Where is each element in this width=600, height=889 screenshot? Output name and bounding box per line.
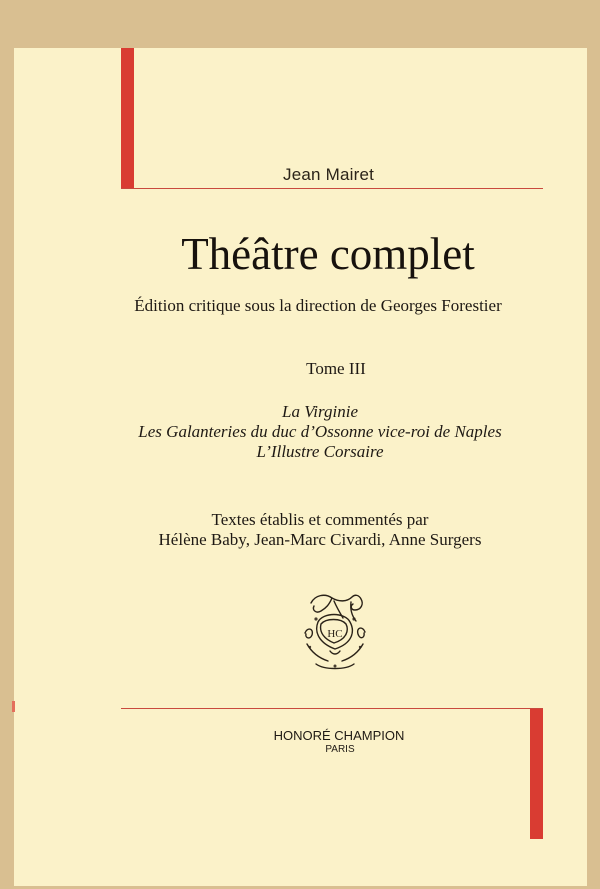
publisher-name: HONORÉ CHAMPION <box>273 728 405 743</box>
top-red-accent-bar <box>121 48 134 189</box>
play-title: Les Galanteries du duc d’Ossonne vice-roi de Naples <box>138 422 502 441</box>
editors-names: Hélène Baby, Jean-Marc Civardi, Anne Surgers <box>158 530 482 549</box>
publisher-city: PARIS <box>325 744 355 755</box>
top-divider-line <box>121 188 543 189</box>
play-title: L’Illustre Corsaire <box>256 442 384 461</box>
editors-block <box>140 510 500 550</box>
bottom-red-accent-bar <box>530 708 543 839</box>
editors-intro: Textes établis et commentés par <box>211 510 429 529</box>
book-title: Théâtre complet <box>181 229 475 279</box>
volume-label: Tome III <box>306 359 366 378</box>
edge-mark <box>12 701 15 712</box>
emblem-letters: HC <box>327 628 343 640</box>
author-name: Jean Mairet <box>283 165 375 184</box>
bottom-divider-line <box>121 708 543 709</box>
book-subtitle: Édition critique sous la direction de Georges Forestier <box>134 296 502 315</box>
horse-emblem-icon <box>294 585 376 673</box>
play-title: La Virginie <box>281 402 359 421</box>
plays-list <box>108 402 532 462</box>
